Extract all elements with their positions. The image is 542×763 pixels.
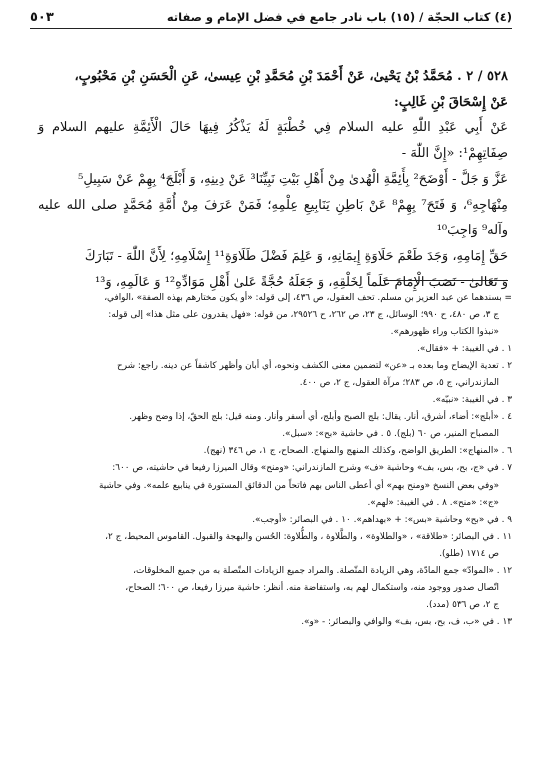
footnote-line: ج ٣، ص ٤٨٠، ح ٩٩٠؛ الوسائل، ج ٢٣، ص ٢٦٢، ح ٢٩٥٢٦، من قوله: «فهل يقدرون على مثل هذا» إلى قوله: bbox=[108, 310, 499, 321]
footnote-line: ص ١٧١٤ (طلو). bbox=[439, 548, 499, 559]
hadith-line: عَزَّ وَ جَلَّ - أَوْضَحَ² بِأَئِمَّةِ الْهُدىٰ مِنْ أَهْلِ بَيْتِ نَبِيِّنَا³ عَنْ دِينِهِ، وَ أَبْلَجَ⁴ بِهِمْ عَنْ سَبِيلِ⁵ bbox=[78, 171, 508, 187]
footnote-line: ١ . في الغيبة: + «فقال». bbox=[417, 344, 512, 355]
hadith-line: عَنْ أَبِي عَبْدِ اللّٰهِ عليه السلام فِي خُطْبَةٍ لَهُ يَذْكُرُ فِيهَا حَالَ الْأَئِمَّةِ عليهم السلام وَ صِفَاتِهِمْ¹: «إِنَّ اللّٰهَ - bbox=[38, 120, 508, 162]
hadith-line: عَنْ إِسْحَاقَ بْنِ غَالِبٍ: bbox=[394, 94, 508, 110]
hadith-line: وَ تَعَالىٰ - نَصَبَ الْإِمَامَ عَلَماً لِخَلْقِهِ، وَ جَعَلَهُ حُجَّةً عَلىٰ أَهْلِ مَوَادِّهِ¹² وَ عَالَمِهِ، وَ¹³ bbox=[94, 274, 508, 290]
footnote-line: ج ٢، ص ٥٣٦ (مدد). bbox=[426, 599, 499, 610]
page-number: ٥٠٣ bbox=[30, 9, 54, 25]
footnote-separator bbox=[383, 280, 508, 281]
footnote-line: = بسندهما عن عبد العزيز بن مسلم. تحف العقول، ص ٤٣٦، إلى قوله: «أو يكون مختارهم بهذه الصفة» ،الوافي، bbox=[104, 293, 512, 303]
footnote-line: ٩ . في «بح» وحاشية «بس»: + «بهداهم». ١٠ . في البصائر: «أوجب». bbox=[252, 514, 512, 525]
running-title: (٤) كتاب الحجّة / (١٥) باب نادر جامع في فضل الإمام و صفاته bbox=[166, 10, 512, 24]
hadith-line: حَقِّ إِمَامِهِ، وَجَدَ طَعْمَ حَلَاوَةِ إِيمَانِهِ، وَ عَلِمَ فَضْلَ طَلَاوَةِ¹¹ إِسْلَامِهِ؛ لِأَنَّ اللّٰهَ - تَبَارَكَ bbox=[84, 248, 508, 264]
footnote-line: ٣ . في الغيبة: «نبيّه». bbox=[432, 395, 512, 406]
footnote-line: ١٢ . «الموادّ» جمع المادّة، وهي الزيادة المتّصلة. والمراد جميع الزيادات المتّصلة به من جميع المخلوقات، bbox=[133, 565, 512, 576]
footnote-line: ٢ . تعدية الإيضاح وما بعده بـ «عن» لتضمين معنى الكشف ونحوه، أي أبان وأظهر كاشفاً عن دينه. راجع: شرح bbox=[117, 361, 512, 372]
page-header bbox=[30, 6, 512, 29]
footnote-line: ١١ . في البصائر: «طلاقة» ، «والطلاوة» ، والطَّلاوة ، والطُّلاوة: الحُسن والبهجة والقبول. القاموس المحيط، ج ٢، bbox=[105, 531, 512, 542]
footnote-line: ١٣ . في «ب، ف، بح، بس، بف» والوافي والبصائر: - «و». bbox=[301, 616, 512, 627]
footnotes bbox=[32, 290, 512, 631]
hadith-line: ٥٢٨ / ٢ . مُحَمَّدُ بْنُ يَحْيىٰ، عَنْ أَحْمَدَ بْنِ مُحَمَّدِ بْنِ عِيسىٰ، عَنِ الْحَسَنِ بْنِ مَحْبُوبٍ، bbox=[74, 69, 508, 84]
footnote-line: «نبذوا الكتاب وراء ظهورهم». bbox=[390, 327, 499, 338]
hadith-line: مِنْهَاجِهِ⁶، وَ فَتَحَ⁷ بِهِمْ⁸ عَنْ بَاطِنِ يَنَابِيعِ عِلْمِهِ؛ فَمَنْ عَرَفَ مِنْ أُمَّةِ مُحَمَّدٍ صلى الله عليه وآله⁹ وَاجِبَ¹⁰ bbox=[38, 197, 508, 239]
footnote-line: ٦ . «المنهاج»: الطريق الواضح، وكذلك المنهج والمنهاج. الصحاح، ج ١، ص ٣٤٦ (نهج). bbox=[203, 446, 512, 457]
footnote-line: ٧ . في «ج، بح، بس، بف» وحاشية «ف» وشرح المازندراني: «ومنح» وقال الميرزا رفيعا في حاشيته، ص ٦٠٠: bbox=[112, 463, 512, 474]
footnote-line: المصباح المنير، ص ٦٠ (بلج). ٥ . في حاشية «بح»: «سبل». bbox=[282, 429, 499, 440]
hadith-text bbox=[38, 64, 508, 295]
footnote-line: «ج»: «منح». ٨ . في الغيبة: «لهم». bbox=[367, 497, 499, 508]
footnote-line: «وفي بعض النسخ «ومنح بهم» أي أعطى الناس بهم فاتحاً من الدقائق المستورة في ينابيع علمه». وفي حاشية bbox=[98, 480, 499, 491]
footnote-line: المازندراني، ج ٥، ص ٢٨٣؛ مرآة العقول، ج ٢، ص ٤٠٠. bbox=[299, 378, 499, 389]
footnote-line: ٤ . «أبلج»: أضاء، أشرق، أنار. يقال: بلج الصبح وأبلج، أي أسفر وأنار. ومنه قيل: بلج الحقّ، إذا وضح وظهر. bbox=[129, 412, 512, 423]
footnote-line: اتّصال صدور ووجود منه، واستكمال لهم به، واستفاضة منه. أنظر: حاشية ميرزا رفيعا، ص ٦٠٠؛ الصحاح، bbox=[125, 582, 499, 593]
